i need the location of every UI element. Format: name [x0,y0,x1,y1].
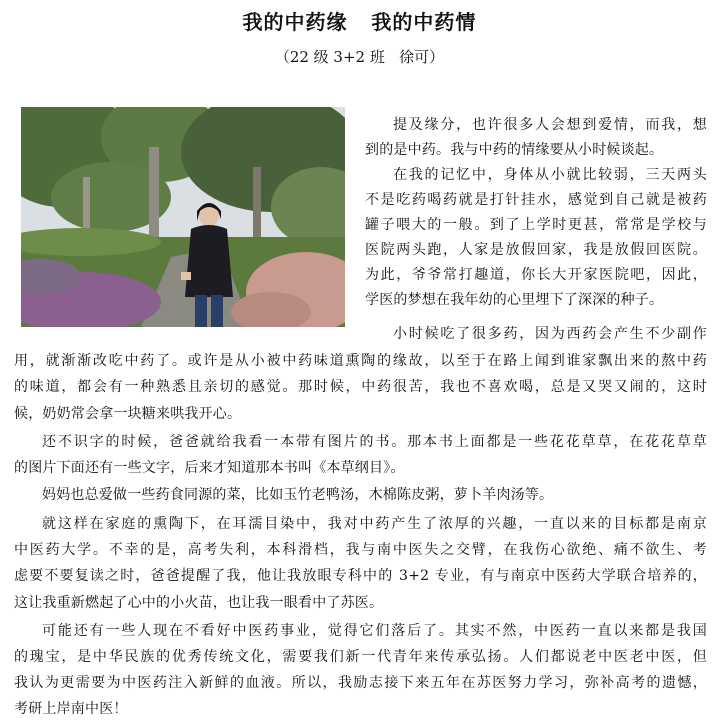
text-line: 小时候吃了很多药，因为西药会产生不少副作 [393,326,707,342]
text-line: 用，就渐渐改吃中药了。或许是从小被中药味道熏陶的缘故，以至于在路上闻到谁家飘出来的熬中药 [14,353,707,369]
text-line: 这让我重新燃起了心中的小火苗，也让我一眼看中了苏医。 [14,595,384,611]
text-line: 的图片下面还有一些文字，后来才知道那本书叫《本草纲目》。 [14,460,405,476]
text-line: 在我的记忆中，身体从小就比较弱，三天两头 [393,167,707,183]
text-line: 学医的梦想在我年幼的心里埋下了深深的种子。 [365,292,664,308]
student-portrait-photo [21,107,345,327]
text-line: 的瑰宝，是中华民族的优秀传统文化，需要我们新一代青年来传承弘扬。人们都说老中医老中医，但 [14,649,707,665]
page-title: 我的中药缘 我的中药情 [242,10,477,34]
text-line: 罐子喂大的一般。到了上学时更甚，常常是学校与 [365,217,707,233]
text-line: 到的是中药。我与中药的情缘要从小时候谈起。 [365,142,664,158]
text-line: 妈妈也总爱做一些药食同源的菜，比如玉竹老鸭汤，木棉陈皮粥，萝卜羊肉汤等。 [42,487,554,503]
author-byline: （22 级 3+2 班 徐可） [274,48,445,66]
text-line: 中医药大学。不幸的是，高考失利，本科滑档，我与南中医失之交臂，在我伤心欲绝、痛不欲生、考 [14,542,707,558]
text-line: 可能还有一些人现在不看好中医药事业，觉得它们落后了。其实不然，中医药一直以来都是我国 [42,623,707,639]
text-line: 医院两头跑，人家是放假回家，我是放假回医院。 [365,242,707,258]
text-line: 提及缘分，也许很多人会想到爱情，而我，想 [393,117,707,133]
text-line: 不是吃药喝药就是打针挂水，感觉到自己就是被药 [365,192,707,208]
text-line: 候，奶奶常会拿一块糖来哄我开心。 [14,406,242,422]
text-line: 考研上岸南中医！ [14,701,128,717]
text-line: 的味道，都会有一种熟悉且亲切的感觉。那时候，中药很苦，我也不喜欢喝，总是又哭又闹的，这时 [14,379,707,395]
text-line: 为此，爷爷常打趣道，你长大开家医院吧，因此， [365,267,707,283]
text-line: 就这样在家庭的熏陶下，在耳濡目染中，我对中药产生了浓厚的兴趣，一直以来的目标都是南京 [42,516,707,532]
text-line: 虑要不要复读之时，爸爸提醒了我，他让我放眼专科中的 3+2 专业，有与南京中医药大学联合培养的， [14,568,707,584]
text-line: 我认为更需要为中医药注入新鲜的血液。所以，我励志接下来五年在苏医努力学习，弥补高考的遗憾， [14,675,707,691]
text-line: 还不识字的时候，爸爸就给我看一本带有图片的书。那本书上面都是一些花花草草，在花花草草 [42,434,707,450]
